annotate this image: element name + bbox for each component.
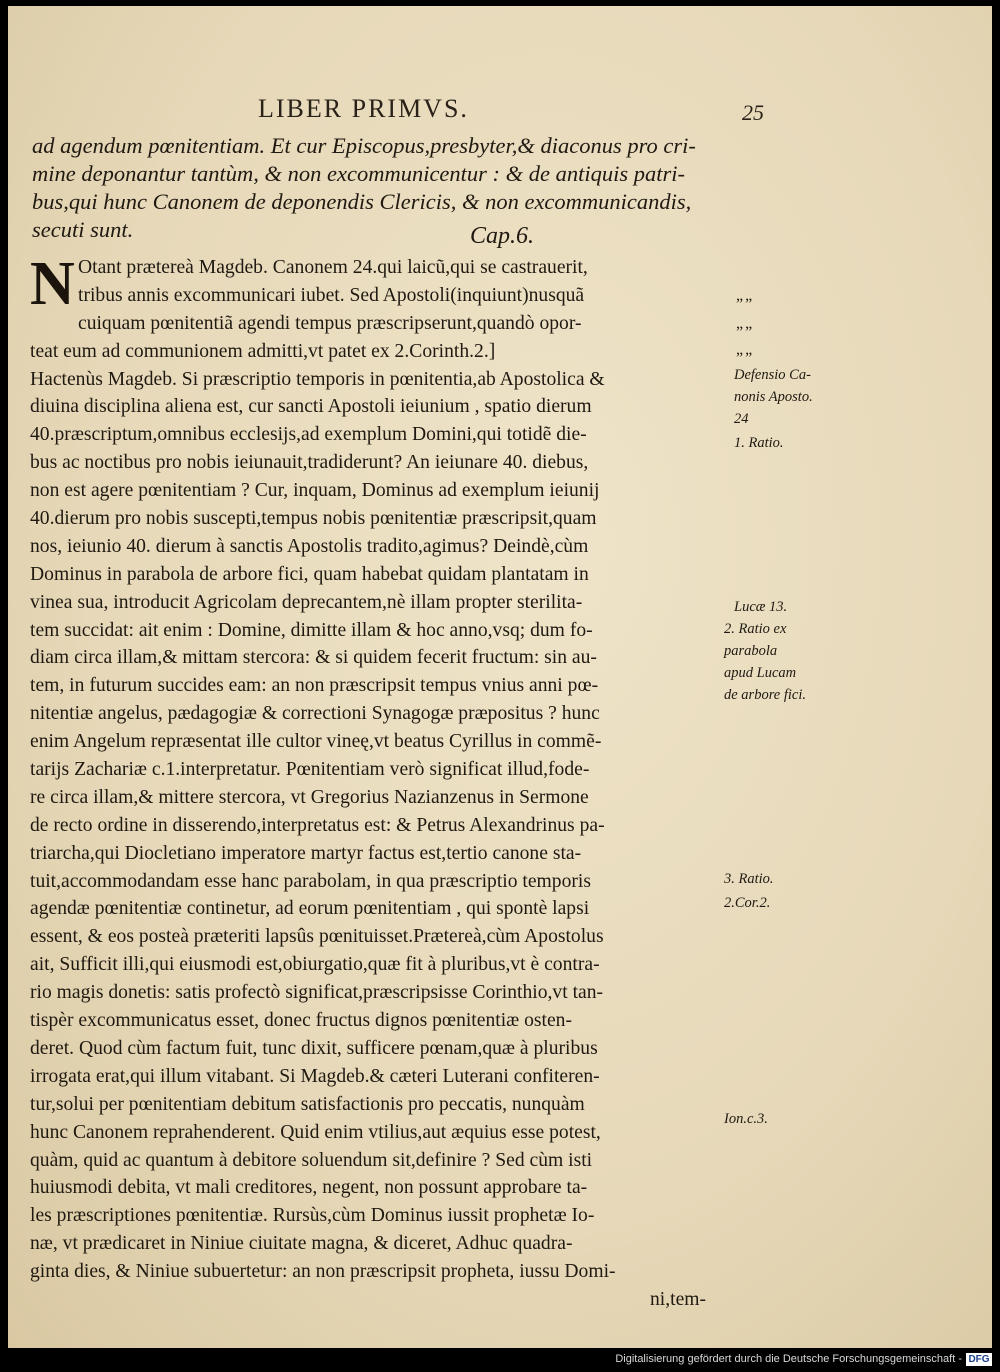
summary-line: ad agendum pœnitentiam. Et cur Episcopus,presbyter,& diaconus pro cri- <box>32 133 696 158</box>
body-line: nitentiæ angelus, pædagogiæ & correctioni Synagogæ præpositus ? hunc <box>30 703 600 725</box>
body-line: non est agere pœnitentiam ? Cur, inquam, Dominus ad exemplum ieiunij <box>30 480 600 502</box>
body-line: essent, & eos posteà præteriti lapsûs pœnituisset.Prætereà,cùm Apostolus <box>30 926 604 948</box>
body-line: re circa illam,& mittere stercora, vt Gregorius Nazianzenus in Sermone <box>30 786 589 808</box>
body-line: tur,solui per pœnitentiam debitum satisfactionis pro peccatis, nunquàm <box>30 1093 585 1115</box>
body-line: rio magis donetis: satis profectò significat,præscripsisse Corinthio,vt tan- <box>30 982 604 1004</box>
body-line: 40.præscriptum,omnibus ecclesijs,ad exemplum Domini,qui totidẽ die- <box>30 424 587 446</box>
summary-line: secuti sunt. <box>32 217 134 242</box>
margin-note: 24 <box>734 411 749 427</box>
margin-note: 2. Ratio ex <box>724 621 787 637</box>
body-line: ginta dies, & Niniue subuertetur: an non præscripsit propheta, iussu Domi- <box>30 1261 616 1283</box>
body-line: vinea sua, introducit Agricolam deprecantem,nè illam propter sterilita- <box>30 591 583 613</box>
body-line: tuit,accommodandam esse hanc parabolam, in qua præscriptio temporis <box>30 870 591 892</box>
summary-line: bus,qui hunc Canonem de deponendis Clericis, & non excommunicandis, <box>32 189 692 214</box>
body-line: Otant prætereà Magdeb. Canonem 24.qui laicũ,qui se castrauerit, <box>78 257 588 278</box>
margin-note: Defensio Ca- <box>734 367 811 383</box>
body-line: les præscriptiones pœnitentiæ. Rursùs,cùm Dominus iussit prophetæ Io- <box>30 1205 595 1227</box>
body-line: tispèr excommunicatus esset, donec fructus dignos pœnitentiæ osten- <box>30 1010 572 1032</box>
body-line: quàm, quid ac quantum à debitore soluendum sit,definire ? Sed cùm isti <box>30 1149 593 1171</box>
margin-note: 1. Ratio. <box>734 435 784 451</box>
body-line: nos, ieiunio 40. dierum à sanctis Apostolis tradito,agimus? Deindè,cùm <box>30 535 589 557</box>
body-line: irrogata erat,qui illum vitabant. Si Magdeb.& cæteri Luterani confiteren- <box>30 1065 600 1087</box>
summary-line: mine deponantur tantùm, & non excommunicentur : & de antiquis patri- <box>32 161 686 186</box>
margin-note: 3. Ratio. <box>724 871 774 887</box>
body-line: deret. Quod cùm factum fuit, tunc dixit, sufficere pœnam,quæ à pluribus <box>30 1037 598 1059</box>
running-title: LIBER PRIMVS. <box>258 94 469 123</box>
margin-note: nonis Aposto. <box>734 389 813 405</box>
body-line: tem, in futurum succides eam: an non præscripsit tempus vnius anni pœ- <box>30 675 599 697</box>
funding-credit: Digitalisierung gefördert durch die Deutsche Forschungsgemeinschaft - <box>615 1353 962 1365</box>
body-line: tribus annis excommunicari iubet. Sed Apostoli(inquiunt)nusquã <box>78 284 585 306</box>
body-line: huiusmodi debita, vt mali creditores, negent, non possunt approbare ta- <box>30 1177 588 1199</box>
body-line: agendæ pœnitentiæ continetur, ad eorum pœnitentiam , qui spontè lapsi <box>30 898 590 920</box>
body-line: tem succidat: ait enim : Domine, dimitte illam & hoc anno,vsq; dum fo- <box>30 619 593 641</box>
body-line: cuiquam pœnitentiã agendi tempus præscripserunt,quandò opor- <box>78 312 582 334</box>
body-line: diuina disciplina aliena est, cur sancti Apostoli ieiunium , spatio dierum <box>30 396 592 418</box>
margin-note: Ion.c.3. <box>724 1111 768 1127</box>
dfg-logo: DFG <box>966 1353 992 1366</box>
page-number: 25 <box>742 100 764 125</box>
body-line: enim Angelum repræsentat ille cultor vineę,vt beatus Cyrillus in commẽ- <box>30 731 602 753</box>
body-line: triarcha,qui Diocletiano imperatore martyr factus est,tertio canone sta- <box>30 842 582 864</box>
body-line: teat eum ad communionem admitti,vt patet ex 2.Corinth.2.] <box>30 340 496 362</box>
body-line: Hactenùs Magdeb. Si præscriptio temporis in pœnitentia,ab Apostolica & <box>30 368 605 390</box>
body-line: ait, Sufficit illi,qui eiusmodi est,obiurgatio,quæ fit à pluribus,vt è contra- <box>30 954 600 976</box>
footer-bar <box>0 1348 1000 1372</box>
body-line: diam circa illam,& mittam stercora: & si quidem fecerit fructum: sin au- <box>30 647 597 669</box>
body-line: tarijs Zachariæ c.1.interpretatur. Pœnitentiam verò significat illud,fode- <box>30 759 590 781</box>
quote-mark: ”” <box>736 296 755 313</box>
quote-mark: ”” <box>736 324 755 341</box>
body-line: de recto ordine in disserendo,interpretatus est: & Petrus Alexandrinus pa- <box>30 814 605 836</box>
margin-note: de arbore fici. <box>724 687 807 703</box>
margin-note: Lucæ 13. <box>734 599 788 615</box>
body-line: 40.dierum pro nobis suscepti,tempus nobis pœnitentiæ præscripsit,quam <box>30 508 597 530</box>
body-line: næ, vt prædicaret in Niniue ciuitate magna, & diceret, Adhuc quadra- <box>30 1233 573 1255</box>
body-line: Dominus in parabola de arbore fici, quam habebat quidam plantatam in <box>30 563 589 585</box>
margin-note: 2.Cor.2. <box>724 895 771 911</box>
drop-cap: N <box>30 250 75 318</box>
margin-note: apud Lucam <box>724 665 797 681</box>
quote-mark: ”” <box>736 350 755 367</box>
book-page <box>8 6 992 1348</box>
body-line: bus ac noctibus pro nobis ieiunauit,tradiderunt? An ieiunare 40. diebus, <box>30 452 589 474</box>
margin-note: parabola <box>724 643 778 659</box>
body-text <box>30 250 730 1314</box>
chapter-summary <box>32 132 732 249</box>
chapter-number: Cap.6. <box>470 223 535 249</box>
body-line: ni,tem- <box>650 1288 707 1310</box>
body-line: hunc Canonem reprahenderent. Quid enim vtilius,aut æquius esse potest, <box>30 1121 601 1143</box>
